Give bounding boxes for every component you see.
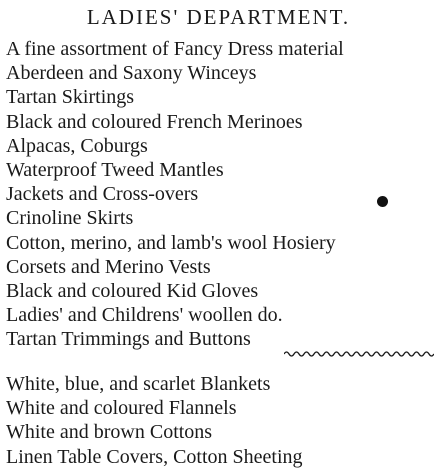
list-item: Linen Table Covers, Cotton Sheeting (6, 445, 303, 468)
list-item: Black and coloured Kid Gloves (6, 279, 259, 302)
list-item: A fine assortment of Fancy Dress material (6, 38, 344, 60)
list-item: Alpacas, Coburgs (6, 134, 148, 157)
list-item: Black and coloured French Merinoes (6, 110, 303, 133)
household-goods-list (6, 372, 303, 469)
list-item: Tartan Trimmings and Buttons (6, 328, 251, 351)
list-item: White and brown Cottons (6, 421, 213, 444)
wavy-divider (284, 350, 434, 358)
list-item: Aberdeen and Saxony Winceys (6, 62, 257, 85)
list-item: Ladies' and Childrens' woollen do. (6, 304, 283, 327)
list-item: Crinoline Skirts (6, 207, 134, 230)
list-item: Tartan Skirtings (6, 86, 135, 109)
list-item: Corsets and Merino Vests (6, 255, 211, 278)
ladies-goods-list (6, 37, 344, 351)
list-item: Waterproof Tweed Mantles (6, 158, 224, 181)
list-item: White, blue, and scarlet Blankets (6, 373, 271, 395)
list-item: Jackets and Cross-overs (6, 183, 199, 206)
list-item: Cotton, merino, and lamb's wool Hosiery (6, 231, 336, 254)
department-heading: LADIES' DEPARTMENT. (86, 5, 351, 29)
ink-dot (377, 196, 388, 207)
list-item: White and coloured Flannels (6, 397, 237, 420)
